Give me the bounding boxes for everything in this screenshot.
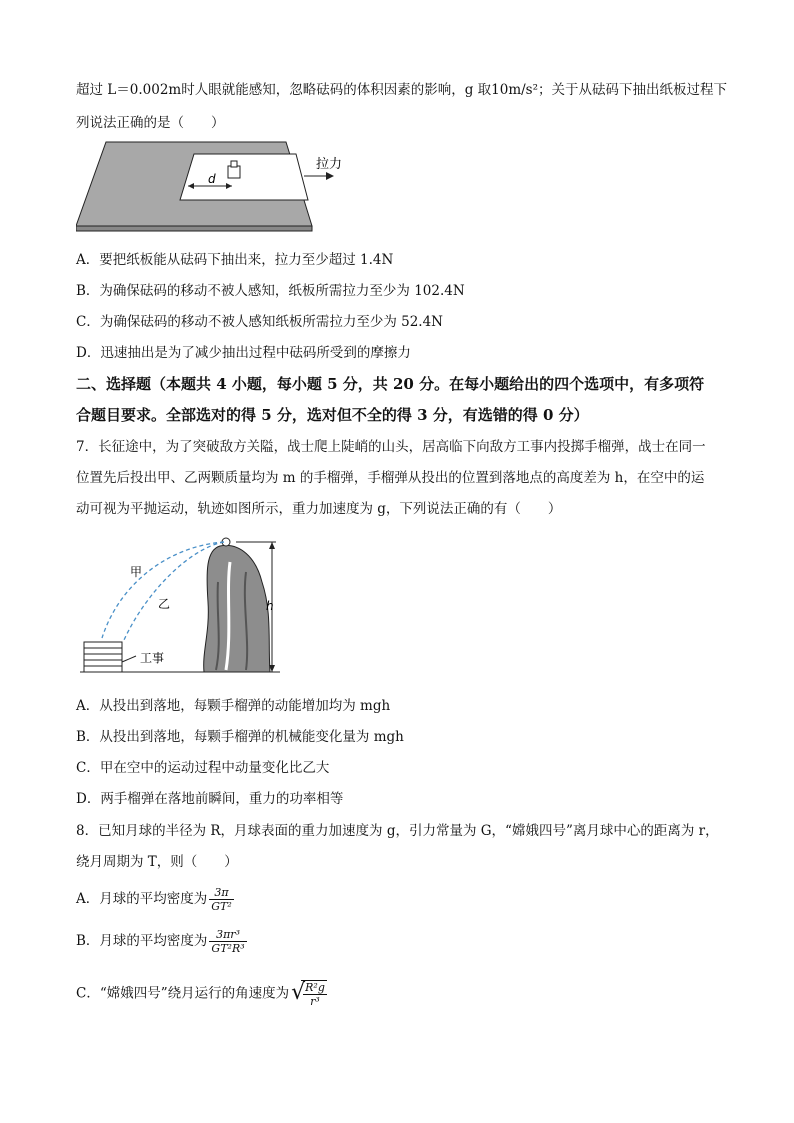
q8-option-b-text: B．月球的平均密度为 [76, 933, 208, 949]
trajectory-jia [102, 542, 224, 638]
q6-stem-line1: 超过 L＝0.002m时人眼就能感知，忽略砝码的体积因素的影响，g 取10m/s²；关于从砝码下抽出纸板过程下 [76, 82, 728, 98]
q8-option-a [76, 886, 234, 913]
bunker [84, 642, 122, 672]
label-jia: 甲 [130, 565, 143, 579]
rock [204, 545, 270, 672]
section2-heading-line2: 合题目要求。全部选对的得 5 分，选对但不全的得 3 分，有选错的得 0 分） [76, 406, 589, 424]
label-gongshi: 工事 [140, 651, 165, 665]
q8-option-a-text: A．月球的平均密度为 [76, 891, 208, 907]
section2-heading-line1: 二、选择题（本题共 4 小题，每小题 5 分，共 20 分。在每小题给出的四个选项中，有多项符 [76, 375, 705, 393]
q7-stem-line2: 位置先后投出甲、乙两颗质量均为 m 的手榴弹，手榴弹从投出的位置到落地点的高度差为 h，在空中的运 [76, 470, 705, 486]
q6-figure [76, 138, 366, 234]
q6-option-d: D．迅速抽出是为了减少抽出过程中砝码所受到的摩擦力 [76, 345, 411, 361]
paper-board [180, 154, 308, 200]
label-d: d [208, 172, 216, 186]
q8-option-b-fraction: $\frac{\text{3πr³}}{\text{GT²R³}}$ [211, 928, 245, 955]
q8-stem-line1: 8．已知月球的半径为 R，月球表面的重力加速度为 g，引力常量为 G，“嫦娥四号”离月球中心的距离为 r， [76, 823, 719, 839]
weight-knob [231, 161, 237, 167]
label-h: h [266, 599, 274, 613]
q7-option-d: D．两手榴弹在落地前瞬间，重力的功率相等 [76, 791, 344, 807]
q8-option-c-text: C．“嫦娥四号”绕月运行的角速度为 [76, 985, 290, 1002]
q6-option-c: C．为确保砝码的移动不被人感知纸板所需拉力至少为 52.4N [76, 314, 443, 330]
q6-option-b: B．为确保砝码的移动不被人感知，纸板所需拉力至少为 102.4N [76, 283, 465, 299]
q7-option-b: B．从投出到落地，每颗手榴弹的机械能变化量为 mgh [76, 729, 404, 745]
q6-option-a: A．要把纸板能从砝码下抽出来，拉力至少超过 1.4N [76, 252, 394, 268]
q8-option-b [76, 928, 247, 955]
q8-option-a-fraction: $\frac{3\pi}{\text{GT²}}$ [211, 886, 232, 913]
weight-body [228, 166, 240, 178]
table-edge [76, 226, 312, 231]
label-force: 拉力 [316, 157, 343, 172]
q7-stem-line1: 7．长征途中，为了突破敌方关隘，战士爬上陡峭的山头，居高临下向敌方工事内投掷手榴弹，战士在同一 [76, 439, 706, 455]
label-yi: 乙 [158, 597, 171, 611]
q7-figure [80, 532, 290, 677]
q7-stem-line3: 动可视为平抛运动，轨迹如图所示，重力加速度为 g，下列说法正确的有（ ） [76, 501, 562, 517]
q7-option-c: C．甲在空中的运动过程中动量变化比乙大 [76, 760, 330, 776]
q8-option-c [76, 980, 327, 1008]
q6-stem-line2: 列说法正确的是（ ） [76, 115, 225, 131]
q7-option-a: A．从投出到落地，每颗手榴弹的动能增加均为 mgh [76, 698, 391, 714]
q8-stem-line2: 绕月周期为 T，则（ ） [76, 854, 238, 870]
q8-option-c-sqrt: √ $\frac{\text{R²g}}{\text{r³}}$ [291, 980, 325, 1008]
